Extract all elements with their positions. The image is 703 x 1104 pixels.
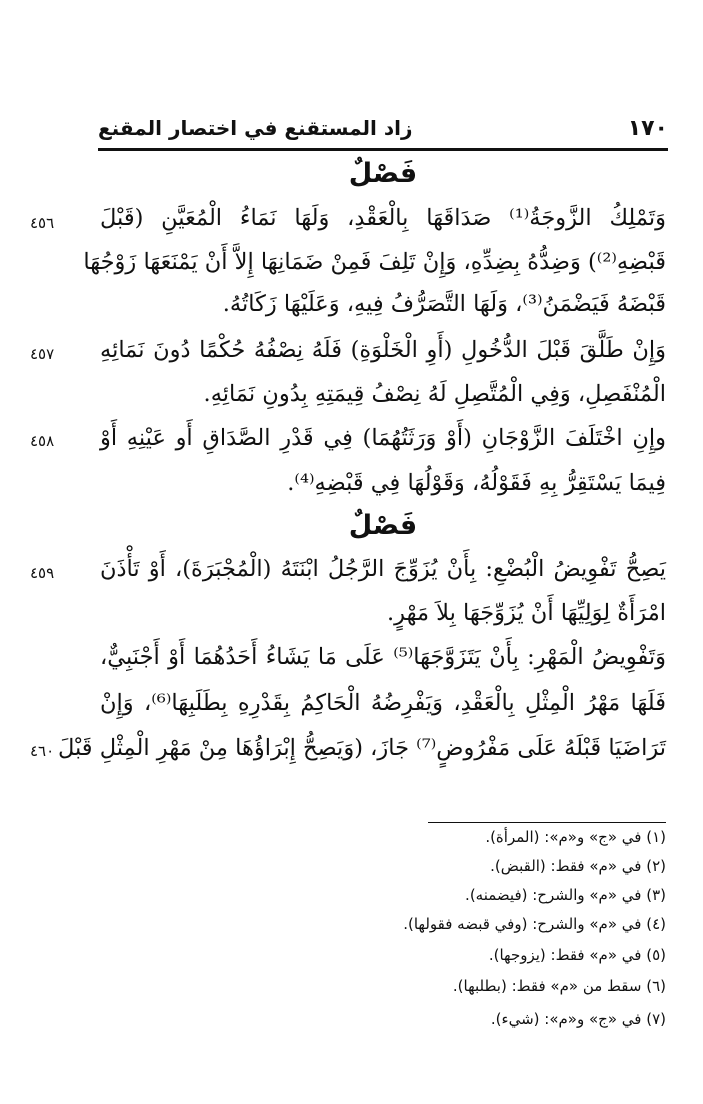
text-line: فِيمَا يَسْتَقِرُّ بِهِ فَقَوْلُهُ، وَقَوْلُهَا فِي قَبْضِهِ⁽⁴⁾. [287, 470, 666, 496]
text-line: وَتَفْوِيضُ الْمَهْرِ: بِأَنْ يَتَزَوَّجَهَا⁽⁵⁾ عَلَى مَا يَشَاءُ أَحَدُهُمَا أَوْ أَجْنَبِيٌّ، [100, 644, 666, 670]
margin-number: ٤٥٧ [30, 345, 55, 363]
footnote-divider [428, 822, 666, 823]
footnote: (٤) في «م» والشرح: (وفي قبضه فقولها). [403, 915, 666, 933]
footnote: (٧) في «ج» و«م»: (شيء). [490, 1010, 666, 1028]
text-line: يَصِحُّ تَفْوِيضُ الْبُضْعِ: بِأَنْ يُزَوِّجَ الرَّجُلُ ابْنَتَهُ (الْمُجْبَرَةَ)، أَوْ تَأْذَنَ [100, 556, 666, 582]
margin-number: ٤٥٨ [30, 432, 55, 450]
text-line: قَبْضَهُ فَيَضْمَنُ⁽³⁾، وَلَهَا التَّصَرُّفُ فِيهِ، وَعَلَيْهَا زَكَاتُهُ. [222, 291, 666, 317]
text-line: الْمُنْفَصِلِ، وَفِي الْمُتَّصِلِ لَهُ نِصْفُ قِيمَتِهِ بِدُونِ نَمَائِهِ. [203, 381, 666, 407]
section-title: فَصْلٌ [348, 510, 418, 541]
text-line: امْرَأَةٌ لِوَلِيِّهَا أَنْ يُزَوِّجَهَا بِلاَ مَهْرٍ. [387, 600, 666, 626]
footnote: (٣) في «م» والشرح: (فيضمنه). [465, 886, 666, 904]
footnote: (٥) في «م» فقط: (يزوجها). [488, 946, 666, 964]
book-title: زاد المستقنع في اختصار المقنع [98, 116, 413, 140]
text-line: وَإِنْ طَلَّقَ قَبْلَ الدُّخُولِ (أَوِ الْخَلْوَةِ) فَلَهُ نِصْفُهُ حُكْمًا دُونَ نَمَائِهِ [100, 337, 666, 363]
text-line: تَرَاضَيَا قَبْلَهُ عَلَى مَفْرُوضٍ⁽⁷⁾ جَازَ، (وَيَصِحُّ إِبْرَاؤُهَا مِنْ مَهْرِ الْمِثْلِ قَبْلَ [57, 735, 666, 761]
margin-number: ٤٥٦ [30, 214, 55, 232]
footnote: (١) في «ج» و«م»: (المرأة). [485, 828, 666, 846]
footnote: (٢) في «م» فقط: (القبض). [490, 857, 666, 875]
text-line: وإِنِ اخْتَلَفَ الزَّوْجَانِ (أَوْ وَرَثَتُهُمَا) فِي قَدْرِ الصَّدَاقِ أَو عَيْنِهِ أَوْ [100, 425, 666, 451]
section-title: فَصْلٌ [348, 158, 418, 189]
margin-number: ٤٥٩ [30, 564, 55, 582]
footnote: (٦) سقط من «م» فقط: (بطلبها). [452, 977, 666, 995]
text-line: فَلَهَا مَهْرُ الْمِثْلِ بِالْعَقْدِ، وَيَفْرِضُهُ الْحَاكِمُ بِقَدْرِهِ بِطَلَبِهَا⁽⁶⁾، وَإِنْ [100, 690, 666, 716]
header-divider [98, 148, 668, 151]
page-number: ١٧٠ [627, 116, 668, 141]
margin-number: ٤٦٠ [30, 742, 55, 760]
page-header [98, 112, 668, 146]
text-line: وَتَمْلِكُ الزَّوجَةُ⁽¹⁾ صَدَاقَهَا بِالْعَقْدِ، وَلَهَا نَمَاءُ الْمُعَيَّنِ (قَبْلَ [100, 205, 666, 231]
text-line: قَبْضِهِ⁽²⁾) وَضِدُّهُ بِضِدِّهِ، وَإِنْ تَلِفَ فَمِنْ ضَمَانِهَا إِلاَّ أَنْ يَمْنَعَهَا زَوْجُهَا [83, 249, 666, 275]
